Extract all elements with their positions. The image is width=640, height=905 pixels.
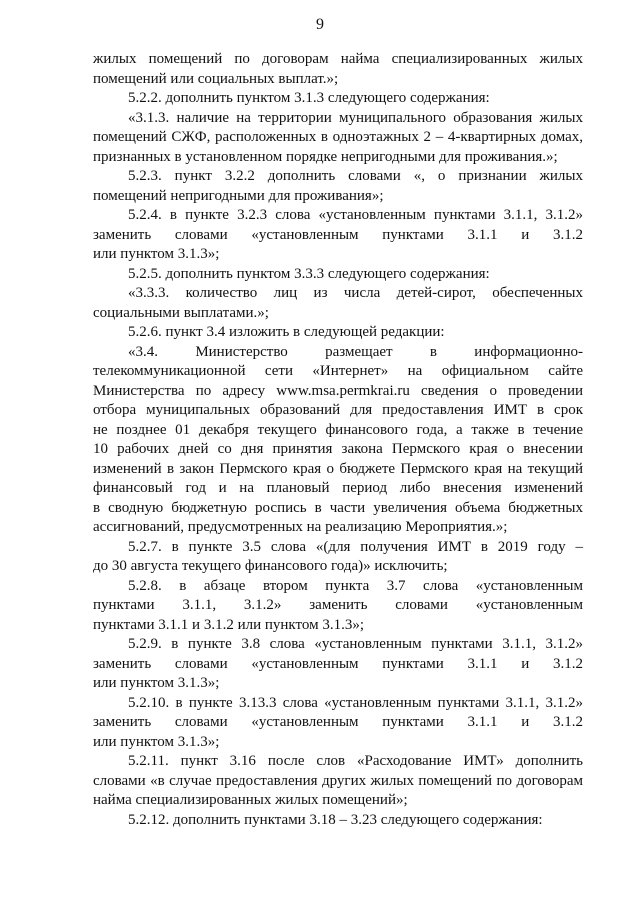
- text-line: 5.2.9. в пункте 3.8 слова «установленным пунктами 3.1.1, 3.1.2»: [128, 636, 583, 652]
- text-line: заменить словами «установленным пунктами 3.1.1 и 3.1.2: [93, 226, 583, 243]
- text-line: 5.2.11. пункт 3.16 после слов «Расходование ИМТ» дополнить: [128, 753, 583, 769]
- text-line: 5.2.4. в пункте 3.2.3 слова «установленным пунктами 3.1.1, 3.1.2»: [128, 207, 583, 223]
- text-line: 5.2.8. в абзаце втором пункта 3.7 слова «установленным: [128, 577, 583, 594]
- text-line: в сводную бюджетную роспись в части увеличения объема бюджетных: [93, 499, 583, 516]
- text-line: 5.2.2. дополнить пунктом 3.1.3 следующего содержания:: [128, 90, 490, 106]
- text-line: 5.2.5. дополнить пунктом 3.3.3 следующего содержания:: [128, 265, 490, 282]
- text-line: признанных в установленном порядке непригодными для проживания.»;: [93, 148, 558, 165]
- text-line: заменить словами «установленным пунктами 3.1.1 и 3.1.2: [93, 714, 583, 730]
- text-line: пунктами 3.1.1 и 3.1.2 или пунктом 3.1.3»;: [93, 616, 365, 633]
- text-line: помещений непригодными для проживания»;: [93, 187, 384, 204]
- text-line: 10 рабочих дней со дня принятия закона Пермского края о внесении: [93, 441, 583, 457]
- document-body: [93, 50, 583, 830]
- text-line: не позднее 01 декабря текущего финансового года, а также в течение: [93, 421, 583, 438]
- text-line: «3.4. Министерство размещает в информационно-: [128, 343, 583, 360]
- text-line: ассигнований, предусмотренных на реализацию Мероприятия.»;: [93, 519, 508, 535]
- page-number: 9: [316, 16, 324, 33]
- text-line: жилых помещений по договорам найма специализированных жилых: [93, 51, 583, 67]
- text-line: заменить словами «установленным пунктами 3.1.1 и 3.1.2: [93, 655, 583, 672]
- text-line: или пунктом 3.1.3»;: [93, 246, 220, 262]
- text-line: или пунктом 3.1.3»;: [93, 733, 220, 750]
- text-line: помещений СЖФ, расположенных в одноэтажных 2 – 4-квартирных домах,: [93, 129, 583, 145]
- text-line: отбора муниципальных образований для предоставления ИМТ в срок: [93, 402, 583, 418]
- text-line: изменений в закон Пермского края о бюджете Пермского края на текущий: [93, 460, 583, 477]
- text-line: найма специализированных жилых помещений»;: [93, 792, 408, 808]
- text-line: 5.2.12. дополнить пунктами 3.18 – 3.23 следующего содержания:: [128, 811, 543, 828]
- text-line: «3.1.3. наличие на территории муниципального образования жилых: [128, 109, 583, 126]
- text-line: финансовый год и на плановый период либо внесения изменений: [93, 480, 583, 496]
- text-line: пунктами 3.1.1, 3.1.2» заменить словами «установленным: [93, 597, 583, 613]
- text-line: социальными выплатами.»;: [93, 304, 269, 321]
- text-line: Министерства по адресу www.msa.permkrai.ru сведения о проведении: [93, 382, 583, 399]
- text-line: словами «в случае предоставления других жилых помещений по договорам: [93, 772, 583, 789]
- text-line: помещений или социальных выплат.»;: [93, 70, 339, 87]
- text-line: до 30 августа текущего финансового года)» исключить;: [93, 558, 448, 574]
- text-line: 5.2.7. в пункте 3.5 слова «(для получения ИМТ в 2019 году –: [128, 538, 583, 555]
- text-line: или пунктом 3.1.3»;: [93, 675, 220, 691]
- text-line: «3.3.3. количество лиц из числа детей-сирот, обеспеченных: [128, 285, 583, 301]
- text-line: 5.2.6. пункт 3.4 изложить в следующей редакции:: [128, 324, 445, 340]
- text-line: 5.2.10. в пункте 3.13.3 слова «установленным пунктами 3.1.1, 3.1.2»: [128, 694, 583, 711]
- text-line: телекоммуникационной сети «Интернет» на официальном сайте: [93, 363, 583, 379]
- text-line: 5.2.3. пункт 3.2.2 дополнить словами «, о признании жилых: [128, 168, 583, 184]
